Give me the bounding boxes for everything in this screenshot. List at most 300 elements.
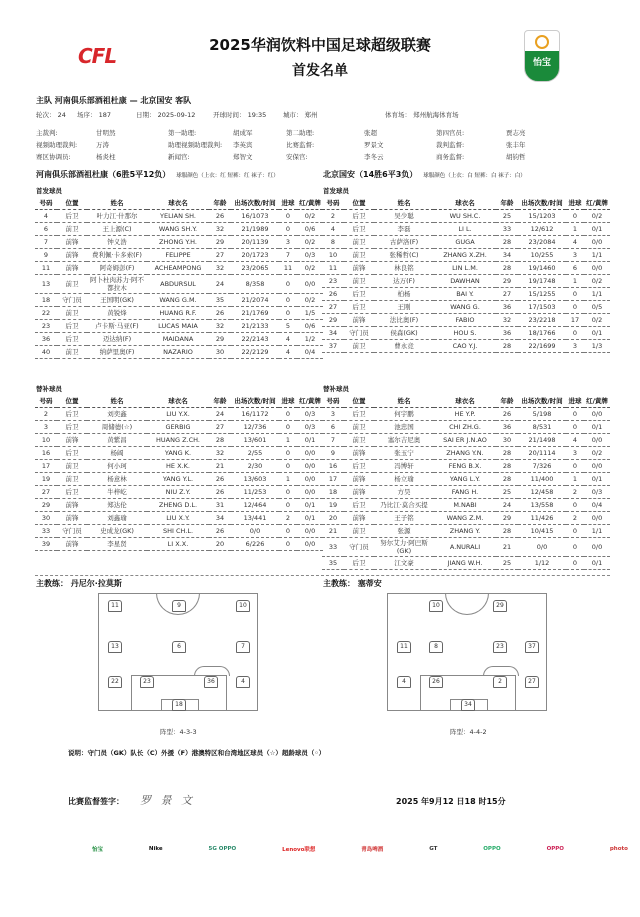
player-age: 32 [209,222,231,235]
shirt-name: LI L. [434,222,496,235]
player-position: 前锋 [344,485,374,498]
official-name: 胡钧哲 [506,153,526,161]
column-header: 红/黄牌 [297,395,323,407]
player-number: 9 [35,248,57,261]
appearances: 23/2065 [231,261,279,274]
appearances: 2/30 [231,459,279,472]
page-subtitle: 首发名单 [292,63,348,79]
goals: 0 [279,485,297,498]
appearances: 16/1073 [231,209,279,222]
signature-image: 罗 景 文 [140,794,195,807]
player-position: 守门员 [344,326,374,339]
player-row [35,345,323,358]
home-subs-table [35,395,323,551]
official-role: 视频助理裁判: [36,141,78,149]
player-number: 6 [322,420,344,433]
player-name: 努尔艾力·阿巴斯(GK) [374,537,434,556]
player-age: 24 [496,498,518,511]
player-name: 张源 [374,524,434,537]
player-shirt-icon: 4 [236,676,250,688]
column-header: 进球 [566,197,584,209]
player-position: 前卫 [344,235,374,248]
goals: 0 [566,524,584,537]
sponsor-bar [90,838,630,860]
cards: 0/0 [584,261,610,274]
player-age: 26 [496,407,518,420]
shirt-name: FABIO [434,313,496,326]
player-age: 27 [496,287,518,300]
cards: 0/0 [297,472,323,485]
official-name: 胡成军 [233,129,253,137]
player-row [322,459,610,472]
player-position: 前锋 [344,313,374,326]
shirt-name: DAWHAN [434,274,496,287]
sponsor-logo: 青岛啤酒 [361,847,384,853]
cards: 0/0 [297,537,323,550]
column-header: 红/黄牌 [297,197,323,209]
official-role: 第二助理: [286,129,315,137]
player-age: 29 [209,235,231,248]
column-header: 球衣名 [147,197,209,209]
player-name: 冯博轩 [374,459,434,472]
player-shirt-icon: 22 [108,676,122,688]
cards: 0/3 [584,485,610,498]
cards: 0/1 [584,326,610,339]
shirt-name: YELIAN SH. [147,209,209,222]
player-row [35,433,323,446]
goals: 0 [279,293,297,306]
shirt-name: LIU Y.X. [147,407,209,420]
player-name: 王子铭 [374,511,434,524]
column-header: 位置 [344,395,374,407]
player-shirt-icon: 8 [429,641,443,653]
table-header [35,395,323,407]
player-age: 28 [496,524,518,537]
column-header: 红/黄牌 [584,395,610,407]
player-name: 纳萨里奥(F) [87,345,147,358]
goals: 2 [566,485,584,498]
player-shirt-icon: 18 [172,699,186,711]
player-row [322,248,610,261]
player-row [322,339,610,352]
player-row [322,274,610,287]
away-subs-table [322,395,610,570]
player-name: 何宇鹏 [374,407,434,420]
cards: 0/2 [584,209,610,222]
official-name: 张丰年 [506,141,526,149]
shirt-name: GERBIG [147,420,209,433]
player-age: 21 [496,537,518,556]
player-name: 李星贤 [87,537,147,550]
player-shirt-icon: 9 [172,600,186,612]
player-name: 周储德(☆) [87,420,147,433]
table-header [35,197,323,209]
player-number: 36 [35,332,57,345]
player-name: 江文豪 [374,556,434,569]
player-row [322,235,610,248]
column-header: 位置 [57,395,87,407]
appearances: 20/1723 [231,248,279,261]
column-header: 姓名 [374,395,434,407]
sponsor-logo: GT [429,846,438,852]
player-row [35,209,323,222]
player-number: 17 [322,472,344,485]
column-header: 红/黄牌 [584,197,610,209]
player-row [322,511,610,524]
player-name: 郑达伦 [87,498,147,511]
column-header: 年龄 [496,395,518,407]
official-name: 甘明然 [96,129,116,137]
shirt-name: LIN L.M. [434,261,496,274]
official-role: 新闻官: [168,153,190,161]
home-subs-label: 替补球员 [36,385,62,393]
player-number: 34 [322,326,344,339]
player-row [35,511,323,524]
player-shirt-icon: 29 [493,600,507,612]
official-name: 罗景文 [364,141,384,149]
official-name: 杨炎柱 [96,153,116,161]
player-number: 29 [35,498,57,511]
goals: 0 [279,209,297,222]
player-number: 10 [35,433,57,446]
divider [35,575,610,576]
player-number: 11 [322,261,344,274]
player-row [322,300,610,313]
player-age: 26 [209,306,231,319]
player-name: 塞尔吉尼奥 [374,433,434,446]
shirt-name: M.NABI [434,498,496,511]
player-number: 3 [322,407,344,420]
player-name: 黄紫昌 [87,433,147,446]
goals: 0 [566,537,584,556]
appearances: 8/531 [518,420,566,433]
player-shirt-icon: 2 [493,676,507,688]
cards: 0/2 [584,446,610,459]
player-name: 侯森(GK) [374,326,434,339]
player-name: 迈达纳(F) [87,332,147,345]
cards: 0/0 [584,537,610,556]
official-role: 第四官员: [436,129,465,137]
player-row [35,235,323,248]
sponsor-logo: Lenovo联想 [282,847,316,853]
appearances: 7/326 [518,459,566,472]
player-name: 钟义浩 [87,235,147,248]
goals: 0 [279,459,297,472]
shirt-name: YANG L.Y. [434,472,496,485]
cards: 0/4 [297,345,323,358]
player-position: 前卫 [57,274,87,293]
goals: 4 [279,332,297,345]
player-name: 卢卡斯·马亚(F) [87,319,147,332]
shirt-name: ZHENG D.L. [147,498,209,511]
home-coach-name: 丹尼尔·拉莫斯 [70,579,122,588]
appearances: 0/0 [231,524,279,537]
appearances: 15/1203 [518,209,566,222]
appearances: 20/1139 [231,235,279,248]
player-number: 18 [322,485,344,498]
player-name: 方昊 [374,485,434,498]
player-number: 39 [35,537,57,550]
goals: 0 [566,326,584,339]
cards: 1/2 [297,332,323,345]
goals: 3 [566,339,584,352]
player-age: 28 [496,459,518,472]
player-row [322,261,610,274]
home-team-name: 河南俱乐部酒祖杜康（6胜5平12负） [36,170,171,179]
player-age: 28 [496,235,518,248]
goals: 4 [566,235,584,248]
player-row [35,446,323,459]
player-number: 2 [322,209,344,222]
player-row [35,537,323,550]
player-position: 前锋 [57,235,87,248]
appearances: 20/1114 [518,446,566,459]
goals: 11 [279,261,297,274]
away-formation-pitch [387,593,547,711]
player-age: 30 [209,345,231,358]
player-row [322,326,610,339]
player-number: 17 [35,459,57,472]
player-number: 6 [35,222,57,235]
appearances: 10/255 [518,248,566,261]
shirt-name: SAI ER J.N.AO [434,433,496,446]
column-header: 姓名 [87,395,147,407]
player-age: 32 [209,319,231,332]
player-row [322,420,610,433]
table-header [322,395,610,407]
sponsor-logo: OPPO [483,846,501,852]
cards: 1/1 [584,287,610,300]
home-formation: 阵型：4-3-3 [160,728,197,736]
player-row [322,287,610,300]
player-age: 27 [209,248,231,261]
player-age: 27 [209,420,231,433]
player-shirt-icon: 36 [204,676,218,688]
goals: 2 [566,511,584,524]
column-header: 球衣名 [434,395,496,407]
player-name: 李磊 [374,222,434,235]
column-header: 年龄 [496,197,518,209]
match-field: 日期： 2025-09-12 [136,111,196,119]
player-number: 35 [322,556,344,569]
player-name: 古萨洛(F) [374,235,434,248]
cfl-logo: CFL [78,44,117,68]
column-header: 出场次数/时间 [231,395,279,407]
player-position: 后卫 [57,407,87,420]
appearances: 13/441 [231,511,279,524]
cards: 0/1 [584,472,610,485]
column-header: 年龄 [209,197,231,209]
shirt-name: WANG G. [434,300,496,313]
player-age: 30 [496,433,518,446]
appearances: 1/12 [518,556,566,569]
player-position: 后卫 [344,222,374,235]
player-position: 后卫 [344,498,374,511]
goals: 0 [279,222,297,235]
shirt-name: ABDURSUL [147,274,209,293]
shirt-name: NAZARIO [147,345,209,358]
player-position: 后卫 [344,407,374,420]
shirt-name: WANG Z.M. [434,511,496,524]
shirt-name: CHI ZH.G. [434,420,496,433]
player-position: 前卫 [344,433,374,446]
cards: 0/0 [297,274,323,293]
player-row [322,472,610,485]
sponsor-logo: photo [609,846,628,852]
player-age: 25 [496,485,518,498]
cards: 0/0 [584,459,610,472]
appearances: 11/400 [518,472,566,485]
player-age: 28 [496,472,518,485]
player-row [35,524,323,537]
column-header: 出场次数/时间 [518,197,566,209]
player-number: 27 [322,300,344,313]
appearances: 10/415 [518,524,566,537]
player-age: 25 [496,209,518,222]
sponsor-logo: OPPO [546,846,564,852]
goals: 3 [566,446,584,459]
match-field: 体育场： 郑州航海体育场 [385,111,459,119]
player-name: 曹永竞 [374,339,434,352]
player-number: 20 [322,511,344,524]
appearances: 2/55 [231,446,279,459]
player-name: 何小珂 [87,459,147,472]
appearances: 19/1460 [518,261,566,274]
player-shirt-icon: 26 [429,676,443,688]
player-number: 22 [35,306,57,319]
shirt-name: LUCAS MAIA [147,319,209,332]
player-position: 后卫 [344,209,374,222]
player-position: 后卫 [344,459,374,472]
goals: 1 [566,472,584,485]
player-shirt-icon: 23 [493,641,507,653]
column-header: 姓名 [374,197,434,209]
column-header: 位置 [344,197,374,209]
player-name: 杨立瑜 [374,472,434,485]
player-position: 后卫 [57,332,87,345]
shirt-name: ZHANG Y.N. [434,446,496,459]
player-shirt-icon: 10 [236,600,250,612]
column-header: 号码 [35,395,57,407]
player-number: 18 [35,293,57,306]
player-row [35,485,323,498]
player-row [35,459,323,472]
player-age: 24 [209,274,231,293]
player-position: 前卫 [57,306,87,319]
signature-label: 比赛监督签字： [68,797,124,806]
player-number: 16 [322,459,344,472]
player-shirt-icon: 10 [429,600,443,612]
away-formation: 阵型：4-4-2 [450,728,487,736]
goals: 0 [566,287,584,300]
shirt-name: YANG Y.L. [147,472,209,485]
player-shirt-icon: 11 [108,600,122,612]
player-name: 王上源(C) [87,222,147,235]
player-position: 前卫 [344,524,374,537]
player-age: 26 [209,472,231,485]
player-name: 王刚 [374,300,434,313]
goals: 0 [279,407,297,420]
goals: 2 [279,511,297,524]
match-field: 开球时间： 19:35 [213,111,267,119]
sponsor-logo: 5G OPPO [208,846,237,852]
cards: 0/3 [297,248,323,261]
page-title: 2025华润饮料中国足球超级联赛 [209,36,431,54]
player-position: 守门员 [57,524,87,537]
appearances: 22/1699 [518,339,566,352]
cards: 0/1 [297,498,323,511]
official-role: 赛区协调员: [36,153,71,161]
player-shirt-icon: 7 [236,641,250,653]
column-header: 球衣名 [434,197,496,209]
player-number: 11 [35,261,57,274]
player-number: 40 [35,345,57,358]
player-position: 前锋 [57,433,87,446]
appearances: 13/601 [231,433,279,446]
player-age: 36 [496,300,518,313]
player-row [35,261,323,274]
cards: 1/5 [297,306,323,319]
official-role: 助理视频助理裁判: [168,141,223,149]
appearances: 18/1766 [518,326,566,339]
player-row [322,446,610,459]
shirt-name: HOU S. [434,326,496,339]
match-field: 场序： 187 [77,111,111,119]
goals: 0 [279,446,297,459]
appearances: 12/736 [231,420,279,433]
cards: 0/0 [584,433,610,446]
player-position: 前卫 [344,420,374,433]
away-kit: 球服颜色（上衣：白 短裤：白 袜子：白） [423,173,526,179]
player-position: 后卫 [344,287,374,300]
player-name: 林良铭 [374,261,434,274]
player-age: 20 [209,537,231,550]
column-header: 号码 [322,197,344,209]
player-position: 后卫 [344,300,374,313]
cards: 0/0 [584,511,610,524]
cards: 0/1 [584,222,610,235]
appearances: 16/1172 [231,407,279,420]
player-shirt-icon: 34 [461,699,475,711]
sponsor-logo: 怡宝 [92,847,104,853]
player-position: 前卫 [57,472,87,485]
goals: 0 [566,420,584,433]
player-name: 杨意林 [87,472,147,485]
away-subs-label: 替补球员 [323,385,349,393]
away-coach: 主教练： 塞蒂安 [323,579,382,588]
player-age: 26 [209,485,231,498]
cards: 0/4 [584,498,610,511]
cards: 0/0 [297,459,323,472]
player-name: 柏杨 [374,287,434,300]
match-field: 城市： 郑州 [283,111,318,119]
column-header: 进球 [279,197,297,209]
column-header: 进球 [279,395,297,407]
cards: 0/2 [584,313,610,326]
appearances: 21/1498 [518,433,566,446]
player-number: 21 [322,524,344,537]
appearances: 8/358 [231,274,279,293]
away-starters-table [322,197,610,353]
goals: 3 [279,235,297,248]
shirt-name: WANG SH.Y. [147,222,209,235]
player-position: 前锋 [57,261,87,274]
appearances: 6/226 [231,537,279,550]
goals: 0 [279,498,297,511]
player-position: 前卫 [344,339,374,352]
player-age: 36 [496,326,518,339]
cards: 0/2 [297,209,323,222]
